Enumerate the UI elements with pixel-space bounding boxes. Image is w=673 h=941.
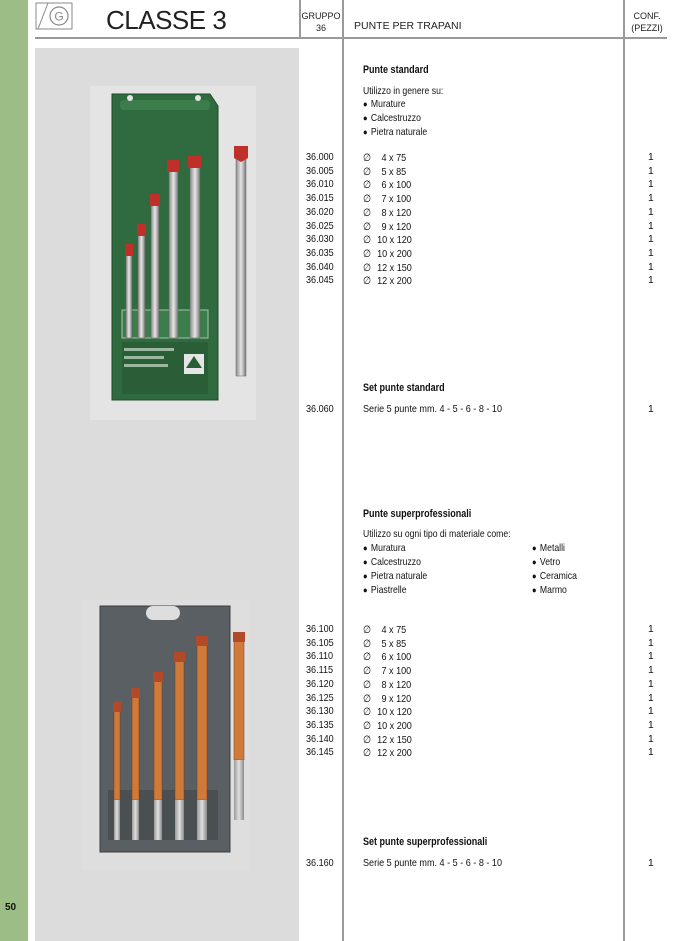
section-punte-standard bbox=[304, 64, 664, 294]
section-intro: Utilizzo su ogni tipo di materiale come: bbox=[363, 529, 511, 540]
set-description: Serie 5 punte mm. 4 - 5 - 6 - 8 - 10 bbox=[363, 858, 502, 869]
conf-sub: (PEZZI) bbox=[631, 23, 663, 33]
diameter-icon: ∅ bbox=[363, 207, 371, 219]
size-value: 10 x 120 bbox=[377, 235, 412, 247]
pack-quantity: 1 bbox=[648, 220, 654, 232]
brand-logo-icon bbox=[35, 2, 73, 30]
article-code: 36.060 bbox=[306, 404, 334, 415]
gruppo-number: 36 bbox=[315, 23, 326, 33]
conf-label: CONF. bbox=[633, 11, 661, 21]
diameter-icon: ∅ bbox=[363, 235, 371, 247]
pack-quantity: 1 bbox=[648, 719, 654, 731]
table-row bbox=[304, 734, 664, 747]
size-value: 10 x 200 bbox=[377, 248, 412, 260]
article-code: 36.100 bbox=[306, 624, 334, 635]
gruppo-label: GRUPPO bbox=[301, 11, 341, 21]
article-code: 36.105 bbox=[306, 637, 334, 649]
article-code: 36.005 bbox=[306, 165, 334, 177]
pack-quantity: 1 bbox=[648, 733, 654, 745]
superprofessional-drill-set-photo bbox=[82, 600, 250, 870]
section-title: Set punte standard bbox=[363, 382, 445, 394]
table-row bbox=[304, 221, 664, 234]
size-value: 7 x 100 bbox=[381, 194, 412, 206]
article-code: 36.000 bbox=[306, 152, 334, 163]
size-value: 9 x 120 bbox=[381, 693, 412, 705]
table-row bbox=[304, 207, 664, 220]
pack-quantity: 1 bbox=[648, 404, 654, 415]
diameter-icon: ∅ bbox=[363, 625, 371, 636]
bullet-item: ● Pietra naturale bbox=[363, 127, 427, 138]
drill-size bbox=[363, 179, 411, 191]
drill-size bbox=[363, 207, 411, 219]
page-number: 50 bbox=[5, 902, 17, 913]
drill-size bbox=[363, 166, 406, 178]
table-row bbox=[304, 234, 664, 247]
section-set-punte-standard bbox=[304, 382, 664, 422]
section-punte-superprofessionali bbox=[304, 508, 664, 768]
class-title: CLASSE 3 bbox=[106, 5, 227, 35]
table-row bbox=[304, 720, 664, 733]
pack-quantity: 1 bbox=[648, 206, 654, 218]
article-code: 36.115 bbox=[306, 665, 334, 677]
size-value: 12 x 150 bbox=[377, 262, 412, 274]
pack-quantity: 1 bbox=[648, 651, 654, 663]
table-row bbox=[304, 275, 664, 288]
standard-drill-set-photo bbox=[90, 86, 256, 420]
pack-quantity: 1 bbox=[648, 637, 654, 649]
side-color-band bbox=[0, 0, 28, 941]
bullet-item: ● Murature bbox=[363, 99, 406, 110]
drill-size bbox=[363, 679, 411, 691]
article-code: 36.130 bbox=[306, 706, 334, 718]
bullet-item: ● Pietra naturale bbox=[363, 571, 427, 582]
diameter-icon: ∅ bbox=[363, 693, 371, 705]
size-value: 7 x 100 bbox=[381, 666, 412, 678]
size-value: 4 x 75 bbox=[381, 153, 407, 164]
article-code: 36.160 bbox=[306, 858, 334, 869]
size-value: 10 x 120 bbox=[377, 707, 412, 719]
table-row bbox=[304, 858, 664, 871]
set-description: Serie 5 punte mm. 4 - 5 - 6 - 8 - 10 bbox=[363, 404, 502, 415]
table-row bbox=[304, 152, 664, 165]
article-code: 36.010 bbox=[306, 179, 334, 191]
size-value: 10 x 200 bbox=[377, 720, 412, 732]
article-code: 36.035 bbox=[306, 247, 334, 259]
bullet-item: ● Muratura bbox=[363, 543, 406, 554]
table-row bbox=[304, 624, 664, 637]
diameter-icon: ∅ bbox=[363, 262, 371, 274]
section-title: Punte superprofessionali bbox=[363, 508, 472, 520]
diameter-icon: ∅ bbox=[363, 666, 371, 678]
diameter-icon: ∅ bbox=[363, 180, 371, 192]
article-code: 36.110 bbox=[306, 651, 334, 663]
table-row bbox=[304, 747, 664, 760]
category-title: PUNTE PER TRAPANI bbox=[354, 20, 462, 32]
gruppo-block bbox=[300, 10, 342, 34]
pack-quantity: 1 bbox=[648, 275, 654, 287]
size-value: 9 x 120 bbox=[381, 221, 412, 233]
drill-size bbox=[363, 747, 412, 759]
drill-size bbox=[363, 638, 406, 650]
diameter-icon: ∅ bbox=[363, 748, 371, 760]
size-value: 5 x 85 bbox=[381, 638, 407, 650]
drill-size bbox=[363, 221, 411, 233]
diameter-icon: ∅ bbox=[363, 276, 371, 288]
conf-block bbox=[625, 10, 669, 34]
size-value: 4 x 75 bbox=[381, 625, 407, 636]
pack-quantity: 1 bbox=[648, 193, 654, 205]
size-value: 5 x 85 bbox=[381, 166, 407, 178]
size-value: 12 x 200 bbox=[377, 748, 412, 760]
bullet-item: ● Calcestruzzo bbox=[363, 113, 421, 124]
table-row bbox=[304, 706, 664, 719]
article-code: 36.145 bbox=[306, 747, 334, 759]
article-code: 36.140 bbox=[306, 733, 334, 745]
pack-quantity: 1 bbox=[648, 234, 654, 246]
pack-quantity: 1 bbox=[648, 747, 654, 759]
article-code: 36.125 bbox=[306, 692, 334, 704]
diameter-icon: ∅ bbox=[363, 679, 371, 691]
drill-size bbox=[363, 234, 412, 246]
diameter-icon: ∅ bbox=[363, 153, 371, 164]
drill-size bbox=[363, 248, 412, 260]
section-set-punte-superprofessionali bbox=[304, 836, 664, 876]
drill-size bbox=[363, 651, 411, 663]
drill-size bbox=[363, 624, 406, 636]
drill-size bbox=[363, 193, 411, 205]
pack-quantity: 1 bbox=[648, 858, 654, 869]
size-value: 6 x 100 bbox=[381, 652, 412, 664]
size-value: 8 x 120 bbox=[381, 207, 412, 219]
article-code: 36.025 bbox=[306, 220, 334, 232]
pack-quantity: 1 bbox=[648, 179, 654, 191]
bullet-item: ● Metalli bbox=[532, 543, 565, 554]
diameter-icon: ∅ bbox=[363, 652, 371, 664]
article-code: 36.045 bbox=[306, 275, 334, 287]
table-row bbox=[304, 166, 664, 179]
article-code: 36.030 bbox=[306, 234, 334, 246]
section-title: Set punte superprofessionali bbox=[363, 836, 488, 848]
pack-quantity: 1 bbox=[648, 165, 654, 177]
pack-quantity: 1 bbox=[648, 261, 654, 273]
drill-size bbox=[363, 275, 412, 287]
drill-size bbox=[363, 665, 411, 677]
diameter-icon: ∅ bbox=[363, 638, 371, 650]
drill-size bbox=[363, 262, 412, 274]
pack-quantity: 1 bbox=[648, 665, 654, 677]
section-title: Punte standard bbox=[363, 64, 429, 76]
diameter-icon: ∅ bbox=[363, 707, 371, 719]
article-code: 36.015 bbox=[306, 193, 334, 205]
pack-quantity: 1 bbox=[648, 692, 654, 704]
drill-size bbox=[363, 693, 411, 705]
article-code: 36.020 bbox=[306, 206, 334, 218]
drill-size bbox=[363, 720, 412, 732]
section-intro: Utilizzo in genere su: bbox=[363, 86, 444, 97]
diameter-icon: ∅ bbox=[363, 221, 371, 233]
table-row bbox=[304, 404, 664, 417]
size-value: 8 x 120 bbox=[381, 679, 412, 691]
bullet-item: ● Piastrelle bbox=[363, 585, 407, 596]
diameter-icon: ∅ bbox=[363, 166, 371, 178]
table-row bbox=[304, 665, 664, 678]
size-value: 6 x 100 bbox=[381, 180, 412, 192]
article-code: 36.040 bbox=[306, 261, 334, 273]
table-row bbox=[304, 693, 664, 706]
diameter-icon: ∅ bbox=[363, 248, 371, 260]
table-row bbox=[304, 179, 664, 192]
pack-quantity: 1 bbox=[648, 152, 654, 163]
pack-quantity: 1 bbox=[648, 624, 654, 635]
bullet-item: ● Marmo bbox=[532, 585, 567, 596]
drill-size bbox=[363, 152, 406, 164]
size-value: 12 x 200 bbox=[377, 276, 412, 288]
header-separator bbox=[299, 0, 301, 38]
table-row bbox=[304, 193, 664, 206]
table-row bbox=[304, 679, 664, 692]
pack-quantity: 1 bbox=[648, 247, 654, 259]
article-code: 36.120 bbox=[306, 678, 334, 690]
table-row bbox=[304, 651, 664, 664]
drill-size bbox=[363, 734, 412, 746]
header-divider bbox=[35, 37, 667, 39]
drill-size bbox=[363, 706, 412, 718]
bullet-item: ● Ceramica bbox=[532, 571, 577, 582]
diameter-icon: ∅ bbox=[363, 194, 371, 206]
diameter-icon: ∅ bbox=[363, 720, 371, 732]
table-row bbox=[304, 638, 664, 651]
size-value: 12 x 150 bbox=[377, 734, 412, 746]
article-code: 36.135 bbox=[306, 719, 334, 731]
pack-quantity: 1 bbox=[648, 706, 654, 718]
table-row bbox=[304, 262, 664, 275]
diameter-icon: ∅ bbox=[363, 734, 371, 746]
bullet-item: ● Calcestruzzo bbox=[363, 557, 421, 568]
bullet-item: ● Vetro bbox=[532, 557, 560, 568]
pack-quantity: 1 bbox=[648, 678, 654, 690]
logo-letter: G bbox=[54, 9, 64, 24]
table-row bbox=[304, 248, 664, 261]
